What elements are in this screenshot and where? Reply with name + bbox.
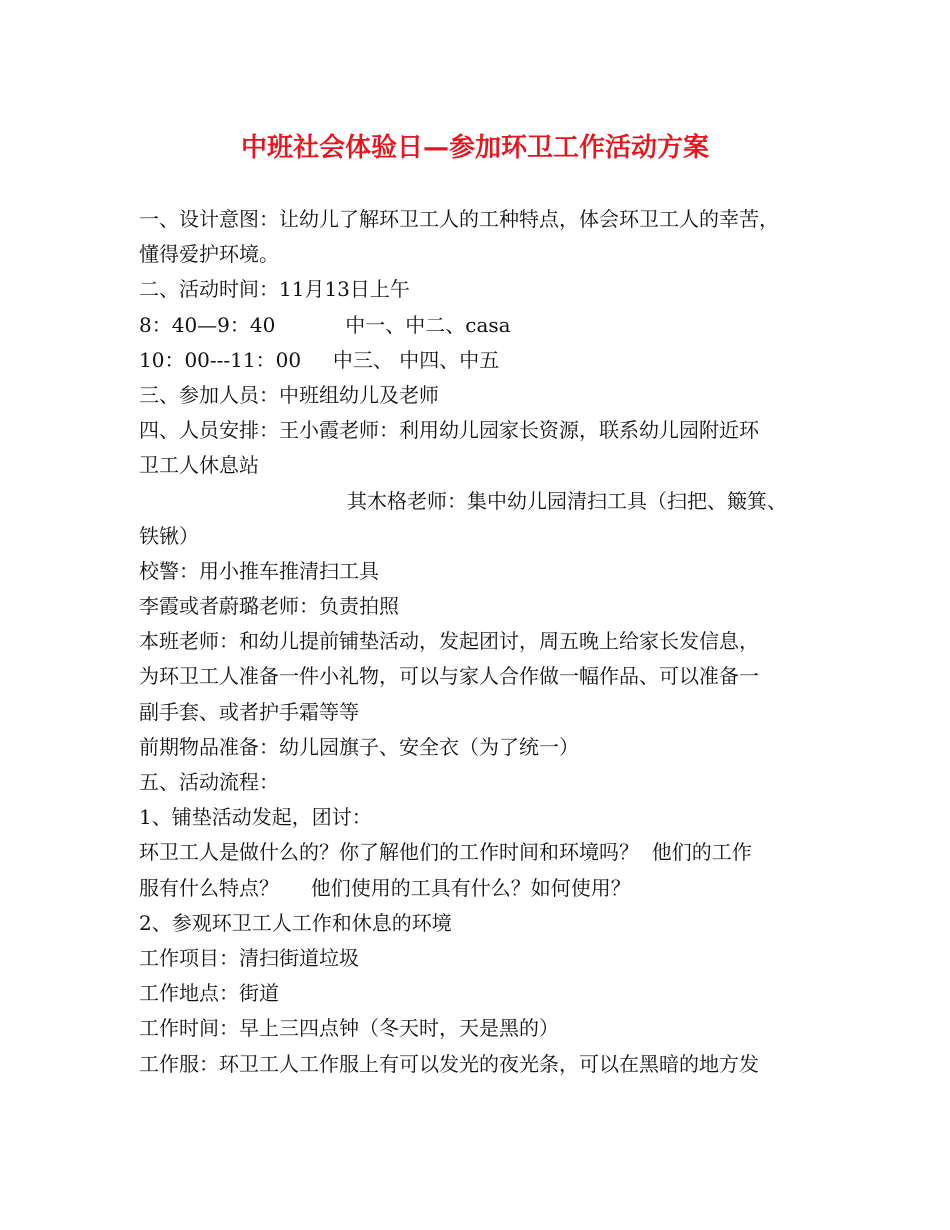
text-line: 懂得爱护环境。 bbox=[139, 242, 279, 267]
text-line: 五、活动流程： bbox=[139, 770, 279, 794]
text-line: 副手套、或者护手霜等等 bbox=[139, 699, 359, 724]
text-line: 三、参加人员：中班组幼儿及老师 bbox=[139, 382, 439, 407]
text-line: 8：40—9：40 中一、中二、casa bbox=[139, 312, 511, 337]
text-line: 1、铺垫活动发起，团讨： bbox=[139, 805, 372, 830]
text-line: 为环卫工人准备一件小礼物，可以与家人合作做一幅作品、可以准备一 bbox=[139, 664, 759, 689]
text-line: 其木格老师：集中幼儿园清扫工具（扫把、簸箕、 bbox=[347, 488, 787, 513]
text-line: 2、参观环卫工人工作和休息的环境 bbox=[139, 910, 452, 935]
text-line: 工作地点：街道 bbox=[139, 981, 279, 1006]
text-line: 服有什么特点？ 他们使用的工具有什么？如何使用？ bbox=[139, 875, 631, 900]
document-title: 中班社会体验日—参加环卫工作活动方案 bbox=[240, 133, 709, 163]
text-line: 校警：用小推车推清扫工具 bbox=[139, 558, 379, 583]
text-line: 10：00---11：00 中三、 中四、中五 bbox=[139, 347, 500, 372]
text-line: 四、人员安排：王小霞老师：利用幼儿园家长资源，联系幼儿园附近环 bbox=[139, 418, 759, 443]
text-line: 工作时间：早上三四点钟（冬天时，天是黑的） bbox=[139, 1016, 559, 1041]
text-line: 本班老师：和幼儿提前铺垫活动，发起团讨，周五晚上给家长发信息， bbox=[139, 629, 759, 654]
text-line: 工作服：环卫工人工作服上有可以发光的夜光条，可以在黑暗的地方发 bbox=[139, 1051, 759, 1076]
text-line: 二、活动时间：11月13日上午 bbox=[139, 277, 410, 302]
text-line: 李霞或者蔚璐老师：负责拍照 bbox=[139, 594, 399, 619]
text-line: 铁锹） bbox=[139, 523, 199, 548]
text-line: 卫工人休息站 bbox=[139, 453, 259, 478]
text-line: 前期物品准备：幼儿园旗子、安全衣（为了统一） bbox=[139, 734, 579, 759]
text-line: 工作项目：清扫街道垃圾 bbox=[139, 945, 359, 970]
document-body bbox=[139, 202, 819, 1082]
text-line: 一、设计意图：让幼儿了解环卫工人的工种特点，体会环卫工人的幸苦， bbox=[139, 207, 779, 231]
text-line: 环卫工人是做什么的？你了解他们的工作时间和环境吗？ 他们的工作 bbox=[139, 840, 752, 865]
